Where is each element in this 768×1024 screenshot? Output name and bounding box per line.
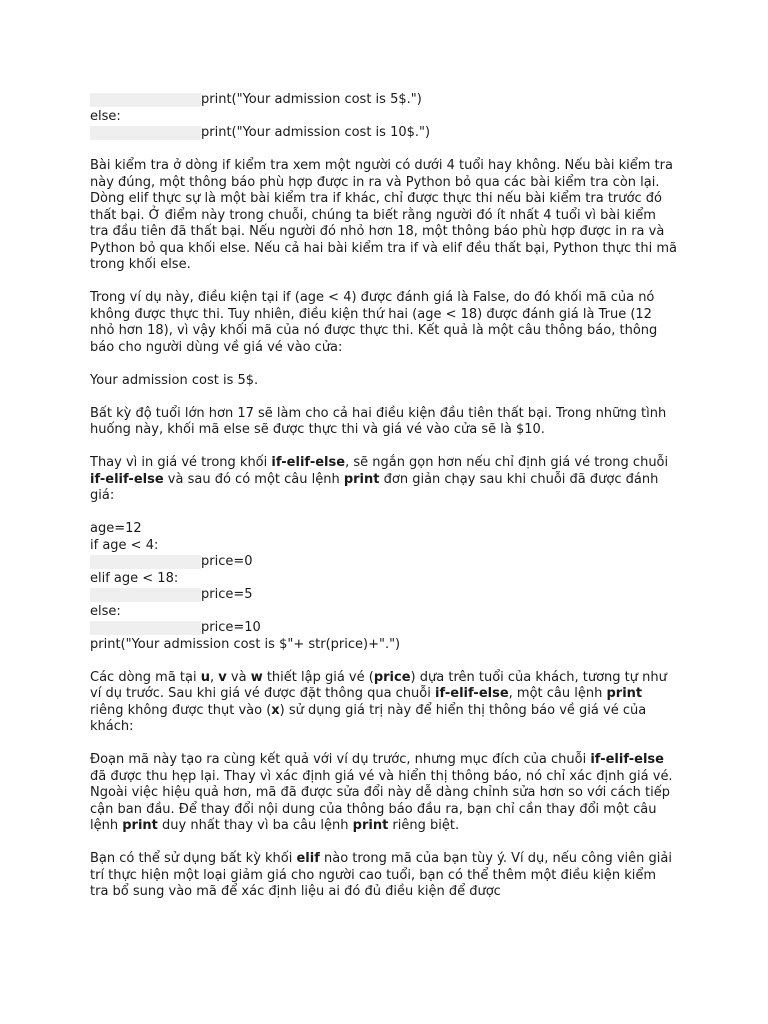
code-line: price=0 bbox=[90, 554, 678, 571]
paragraph: Bài kiểm tra ở dòng if kiểm tra xem một người có dưới 4 tuổi hay không. Nếu bài kiểm tra này đúng, một thông báo phù hợp được in ra và Python bỏ qua các bài kiểm tra còn lại. Dòng elif thực sự là một bài kiểm tra if khác, chỉ được thực thi nếu bài kiểm tra trước đó thất bại. Ở điểm này trong chuỗi, chúng ta biết rằng người đó ít nhất 4 tuổi vì bài kiểm tra đầu tiên đã thất bại. Nếu người đó nhỏ hơn 18, một thông báo phù hợp được in ra và Python bỏ qua khối else. Nếu cả hai bài kiểm tra if và elif đều thất bại, Python thực thi mã trong khối else. bbox=[90, 158, 678, 272]
paragraph: Bất kỳ độ tuổi lớn hơn 17 sẽ làm cho cả hai điều kiện đầu tiên thất bại. Trong những tình huống này, khối mã else sẽ được thực thi và giá vé vào cửa sẽ là $10. bbox=[90, 405, 667, 437]
paragraph: Các dòng mã tại u, v và w thiết lập giá vé (price) dựa trên tuổi của khách, tương tự như ví dụ trước. Sau khi giá vé được đặt thông qua chuỗi if-elif-else, một câu lệnh print riêng không được thụt vào (x) sử dụng giá trị này để hiển thị thông báo về giá vé của khách: bbox=[90, 669, 667, 734]
code-line: print("Your admission cost is 10$.") bbox=[90, 125, 678, 142]
code-line: price=5 bbox=[90, 587, 678, 604]
output-line: Your admission cost is 5$. bbox=[90, 372, 259, 388]
code-line: else: bbox=[90, 603, 121, 619]
code-line: if age < 4: bbox=[90, 537, 159, 553]
code-block-1 bbox=[90, 92, 678, 142]
code-line: print("Your admission cost is $"+ str(price)+".") bbox=[90, 636, 401, 652]
code-line: price=10 bbox=[90, 620, 678, 637]
paragraph: Thay vì in giá vé trong khối if-elif-else, sẽ ngắn gọn hơn nếu chỉ định giá vé trong chuỗi if-elif-else và sau đó có một câu lệnh print đơn giản chạy sau khi chuỗi đã được đánh giá: bbox=[90, 455, 669, 503]
code-line: else: bbox=[90, 108, 121, 124]
code-line: print("Your admission cost is 5$.") bbox=[90, 92, 678, 109]
paragraph: Đoạn mã này tạo ra cùng kết quả với ví dụ trước, nhưng mục đích của chuỗi if-elif-else đã được thu hẹp lại. Thay vì xác định giá vé và hiển thị thông báo, nó chỉ xác định giá vé. Ngoài việc hiệu quả hơn, mã đã được sửa đổi này dễ dàng chỉnh sửa hơn so với cách tiếp cận ban đầu. Để thay đổi nội dung của thông báo đầu ra, bạn chỉ cần thay đổi một câu lệnh print duy nhất thay vì ba câu lệnh print riêng biệt. bbox=[90, 752, 673, 833]
paragraph: Trong ví dụ này, điều kiện tại if (age < 4) được đánh giá là False, do đó khối mã của nó không được thực thi. Tuy nhiên, điều kiện thứ hai (age < 18) được đánh giá là True (12 nhỏ hơn 18), vì vậy khối mã của nó được thực thi. Kết quả là một câu thông báo, thông báo cho người dùng về giá vé vào cửa: bbox=[90, 290, 658, 355]
code-line: elif age < 18: bbox=[90, 570, 179, 586]
document-page bbox=[90, 92, 678, 917]
code-block-2 bbox=[90, 521, 678, 653]
paragraph: Bạn có thể sử dụng bất kỳ khối elif nào trong mã của bạn tùy ý. Ví dụ, nếu công viên giải trí thực hiện một loại giảm giá cho người cao tuổi, bạn có thể thêm một điều kiện kiểm tra bổ sung vào mã để xác định liệu ai đó đủ điều kiện để được bbox=[90, 851, 672, 899]
code-line: age=12 bbox=[90, 521, 142, 536]
